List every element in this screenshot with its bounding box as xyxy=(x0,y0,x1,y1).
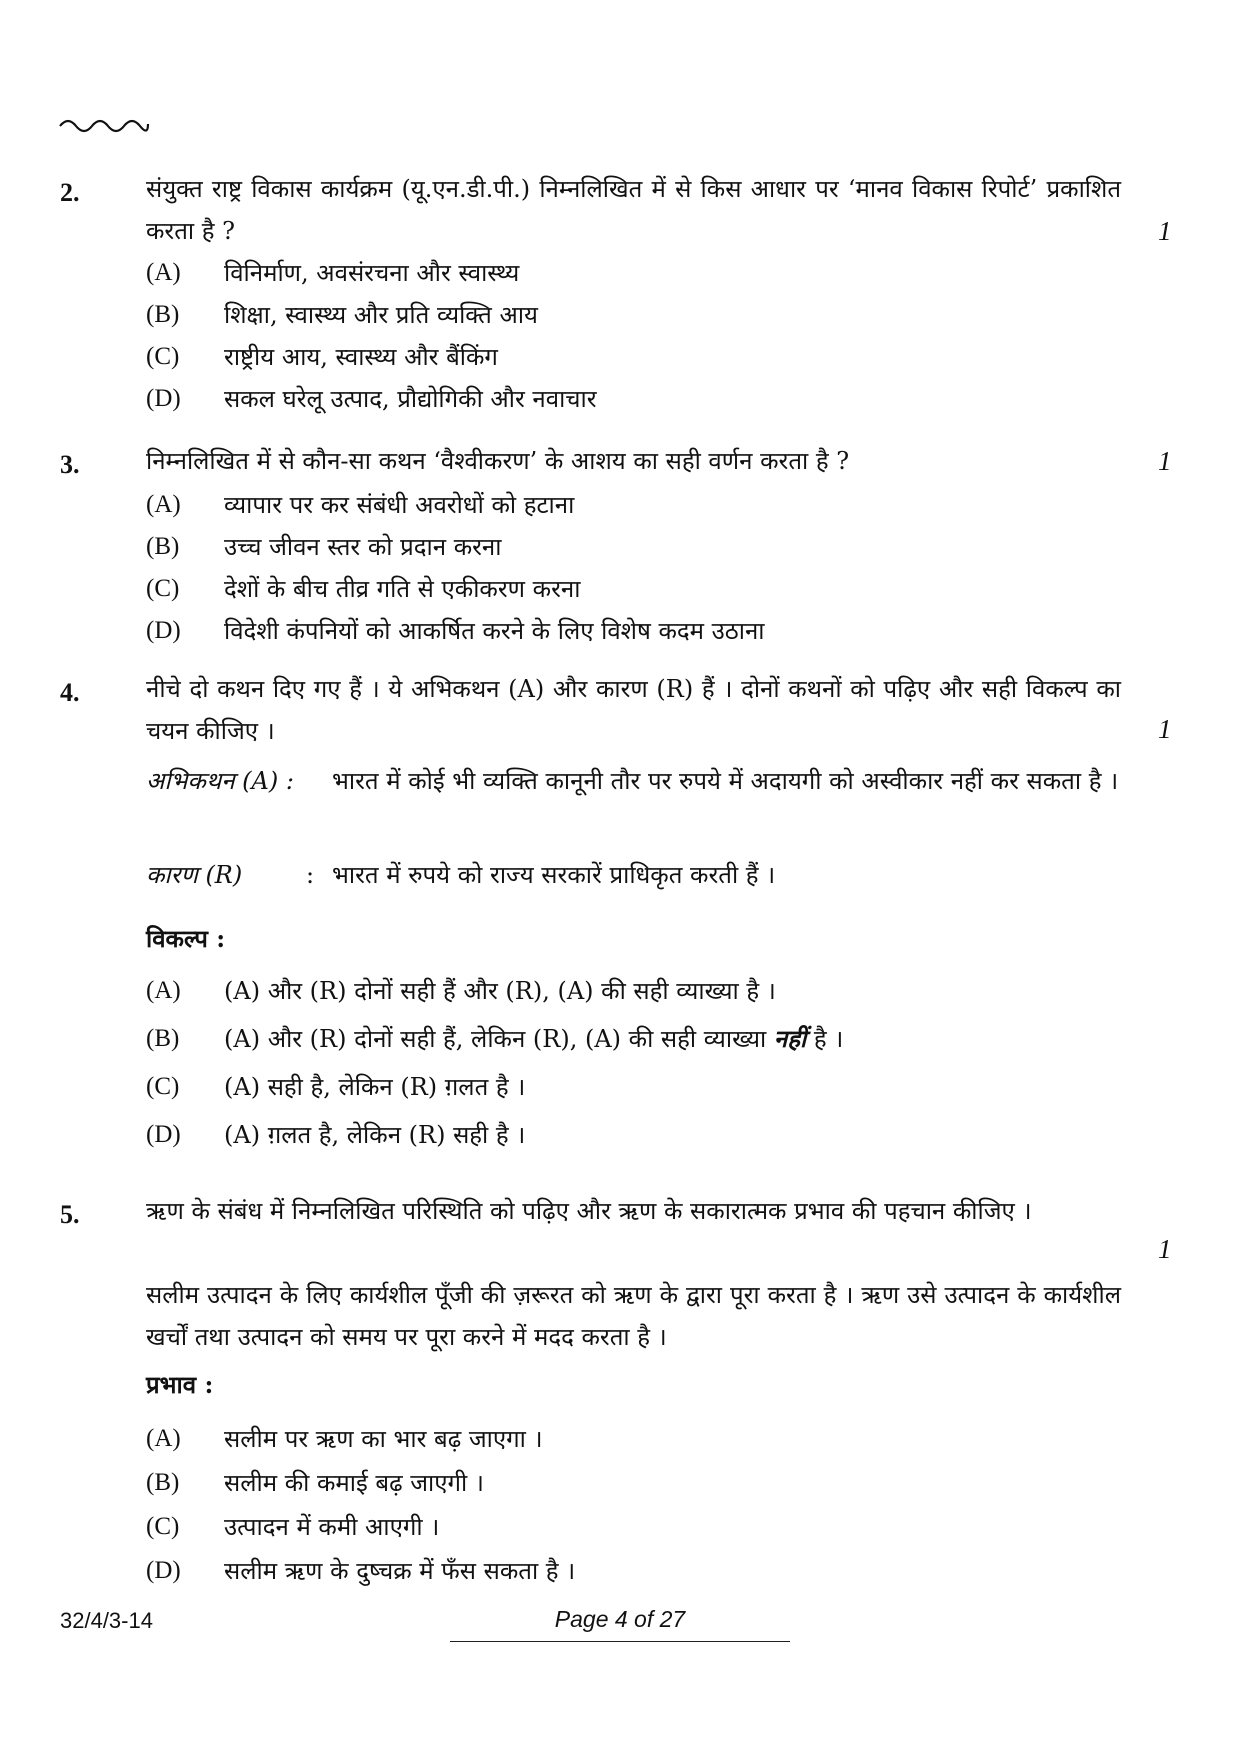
option-label: (C) xyxy=(146,575,180,602)
option-text: देशों के बीच तीव्र गति से एकीकरण करना xyxy=(224,575,581,603)
question-marks: 1 xyxy=(1158,1234,1172,1264)
option-text: उत्पादन में कमी आएगी । xyxy=(224,1513,440,1541)
option-text-after: है । xyxy=(806,1025,844,1053)
question-number: 5. xyxy=(60,1200,80,1229)
option-label: (A) xyxy=(146,1425,181,1452)
option-text: शिक्षा, स्वास्थ्य और प्रति व्यक्ति आय xyxy=(224,301,538,329)
reason-colon: : xyxy=(306,861,315,889)
question-text: नीचे दो कथन दिए गए हैं । ये अभिकथन (A) और कारण (R) हैं । दोनों कथनों को पढ़िए और सही विकल्प का चयन कीजिए । xyxy=(146,675,1121,745)
option-label: (D) xyxy=(146,1121,181,1148)
option-label: (B) xyxy=(146,301,180,328)
option-text: सलीम की कमाई बढ़ जाएगी । xyxy=(224,1469,484,1497)
question-number: 4. xyxy=(60,678,80,707)
question-text: ऋण के संबंध में निम्नलिखित परिस्थिति को पढ़िए और ऋण के सकारात्मक प्रभाव की पहचान कीजिए । xyxy=(146,1197,1032,1225)
option-label: (A) xyxy=(146,259,181,286)
reason-text: भारत में रुपये को राज्य सरकारें प्राधिकृत करती हैं । xyxy=(332,861,776,889)
option-label: (D) xyxy=(146,1557,181,1584)
option-label: (A) xyxy=(146,977,181,1004)
option-text: विनिर्माण, अवसंरचना और स्वास्थ्य xyxy=(224,259,520,287)
question-text: संयुक्त राष्ट्र विकास कार्यक्रम (यू.एन.डी.पी.) निम्नलिखित में से किस आधार पर ‘मानव विकास रिपोर्ट’ प्रकाशित करता है ? xyxy=(146,175,1121,245)
option-text: विदेशी कंपनियों को आकर्षित करने के लिए विशेष कदम उठाना xyxy=(224,617,765,645)
question-number: 2. xyxy=(60,178,80,207)
page-number: Page 4 of 27 xyxy=(554,1606,686,1632)
option-text: सलीम पर ऋण का भार बढ़ जाएगा । xyxy=(224,1425,543,1453)
option-text: उच्च जीवन स्तर को प्रदान करना xyxy=(224,533,502,561)
option-text: (A) सही है, लेकिन (R) ग़लत है । xyxy=(224,1073,526,1101)
option-label: (B) xyxy=(146,533,180,560)
scenario-passage: सलीम उत्पादन के लिए कार्यशील पूँजी की ज़रूरत को ऋण के द्वारा पूरा करता है । ऋण उसे उत्पादन के कार्यशील खर्चों तथा उत्पादन को समय पर पूरा करने में मदद करता है । xyxy=(146,1281,1121,1351)
assertion-text: भारत में कोई भी व्यक्ति कानूनी तौर पर रुपये में अदायगी को अस्वीकार नहीं कर सकता है । xyxy=(332,767,1119,795)
option-label: (C) xyxy=(146,1513,180,1540)
reason-label: कारण (R) xyxy=(146,861,243,889)
question-text: निम्नलिखित में से कौन-सा कथन ‘वैश्वीकरण’ के आशय का सही वर्णन करता है ? xyxy=(146,447,850,475)
wave-decoration xyxy=(58,112,150,136)
options-heading: विकल्प : xyxy=(146,924,226,953)
option-label: (C) xyxy=(146,1073,180,1100)
footer-rule xyxy=(450,1641,790,1642)
option-text: (A) ग़लत है, लेकिन (R) सही है । xyxy=(224,1121,526,1149)
question-marks: 1 xyxy=(1158,714,1172,744)
option-label: (D) xyxy=(146,617,181,644)
option-label: (B) xyxy=(146,1469,180,1496)
question-number: 3. xyxy=(60,450,80,479)
option-text: व्यापार पर कर संबंधी अवरोधों को हटाना xyxy=(224,491,575,519)
assertion-label: अभिकथन (A) : xyxy=(146,767,294,795)
option-emphasis: नहीं xyxy=(773,1024,807,1053)
option-text xyxy=(224,1018,843,1060)
question-marks: 1 xyxy=(1158,216,1172,246)
option-label: (B) xyxy=(146,1025,180,1052)
option-text: (A) और (R) दोनों सही हैं और (R), (A) की सही व्याख्या है । xyxy=(224,977,776,1005)
option-text-before: (A) और (R) दोनों सही हैं, लेकिन (R), (A) की सही व्याख्या xyxy=(224,1025,774,1053)
option-label: (D) xyxy=(146,385,181,412)
option-text: राष्ट्रीय आय, स्वास्थ्य और बैंकिंग xyxy=(224,343,498,371)
option-text: सलीम ऋण के दुष्चक्र में फँस सकता है । xyxy=(224,1557,576,1585)
option-label: (A) xyxy=(146,491,181,518)
option-label: (C) xyxy=(146,343,180,370)
question-marks: 1 xyxy=(1158,446,1172,476)
options-heading: प्रभाव : xyxy=(146,1370,214,1399)
paper-code: 32/4/3-14 xyxy=(60,1608,153,1633)
option-text: सकल घरेलू उत्पाद, प्रौद्योगिकी और नवाचार xyxy=(224,385,597,413)
